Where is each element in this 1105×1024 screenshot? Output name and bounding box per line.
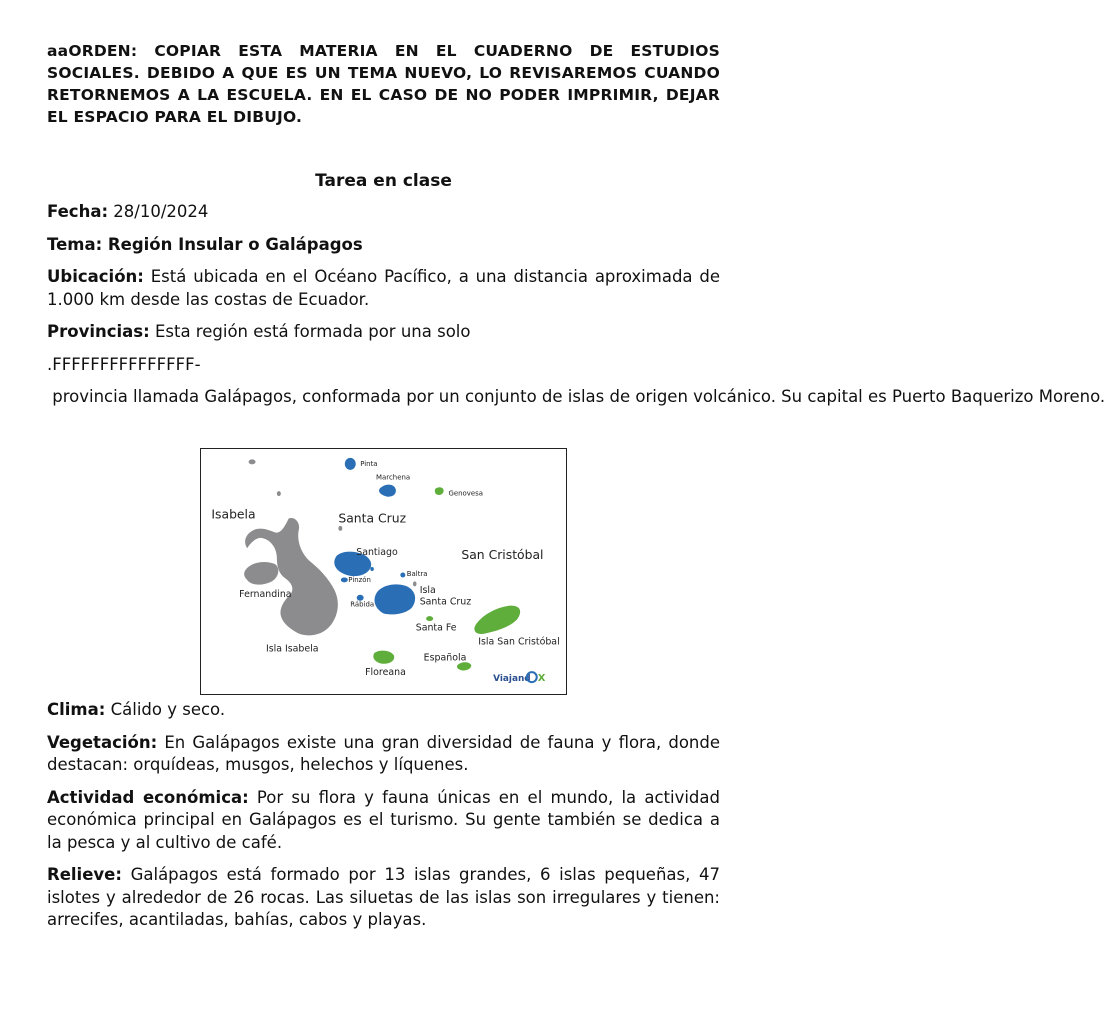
santa-cruz-island-shape <box>375 584 416 614</box>
label-isla-san-cristobal: Isla San Cristóbal <box>478 636 560 648</box>
label-santa-fe: Santa Fe <box>415 622 457 634</box>
islet-roca <box>338 526 342 531</box>
san-cristobal-island-shape <box>474 606 520 634</box>
label-espanola: Española <box>423 652 467 664</box>
ubicacion-text: Está ubicada en el Océano Pacífico, a una distancia aproximada de 1.000 km desde las costas de Ecuador. <box>47 267 720 309</box>
baltra-island-shape <box>400 572 405 577</box>
clima-label: Clima: <box>47 700 106 719</box>
document-body <box>47 40 1105 409</box>
provincias-line <box>47 321 720 344</box>
page-title: Tarea en clase <box>315 171 452 191</box>
santa-fe-island-shape <box>426 616 433 621</box>
actividad-label: Actividad económica: <box>47 787 249 807</box>
label-rabida: Rábida <box>350 600 375 609</box>
islet-wolf <box>249 459 256 464</box>
vegetacion-text: En Galápagos existe una gran diversidad de fauna y flora, donde destacan: orquídeas, musgos, helechos y líquenes. <box>47 732 720 774</box>
label-marchena: Marchena <box>376 473 411 482</box>
galapagos-map <box>200 448 567 695</box>
small-islet-blue <box>370 567 374 571</box>
provincias-label: Provincias: <box>47 322 150 341</box>
label-genovesa: Genovesa <box>448 489 484 498</box>
espanola-island-shape <box>457 662 471 670</box>
provincias-text: Esta región está formada por una solo <box>149 322 471 341</box>
label-isla-santa-cruz-1: Isla <box>419 584 436 596</box>
marchena-island-shape <box>379 485 396 497</box>
label-fernandina: Fernandina <box>239 588 292 600</box>
vegetacion-label: Vegetación: <box>47 732 158 752</box>
actividad-text: Por su flora y fauna únicas en el mundo, la actividad económica principal en Galápagos es el turismo. Su gente también se dedica a la pesca y al cultivo de café. <box>47 787 720 852</box>
ubicacion-paragraph <box>47 266 720 311</box>
label-santa-cruz-region: Santa Cruz <box>338 510 407 526</box>
relieve-label: Relieve: <box>47 865 122 884</box>
clima-text: Cálido y seco. <box>105 700 226 719</box>
tema-label: Tema: Región Insular o Galápagos <box>47 234 363 254</box>
genovesa-island-shape <box>435 487 444 495</box>
fecha-value: 28/10/2024 <box>108 202 209 221</box>
fecha-label: Fecha: <box>47 202 109 221</box>
provincias-continuation-text: provincia llamada Galápagos, conformada por un conjunto de islas de origen volcánico. Su capital es Puerto Baquerizo Moreno. <box>47 387 1105 406</box>
label-isla-isabela: Isla Isabela <box>265 643 319 655</box>
fernandina-island-shape <box>244 562 278 585</box>
instructions-paragraph: aaORDEN: COPIAR ESTA MATERIA EN EL CUADERNO DE ESTUDIOS SOCIALES. DEBIDO A QUE ES UN TEMA NUEVO, LO REVISAREMOS CUANDO RETORNEMOS A LA ESCUELA. EN EL CASO DE NO PODER IMPRIMIR, DEJAR EL ESPACIO PARA EL DIBUJO. <box>47 42 720 126</box>
floreana-island-shape <box>373 651 394 664</box>
clima-line <box>47 699 720 722</box>
islet-darwin <box>277 491 281 496</box>
label-floreana: Floreana <box>365 667 406 679</box>
provincias-junk-line: .FFFFFFFFFFFFFFF- <box>47 354 201 374</box>
actividad-paragraph <box>47 787 720 855</box>
provincias-continuation <box>47 386 1105 409</box>
label-baltra: Baltra <box>406 569 428 578</box>
pinta-island-shape <box>345 458 356 470</box>
label-pinta: Pinta <box>360 459 378 468</box>
pinzon-island-shape <box>341 577 348 582</box>
galapagos-map-svg <box>201 449 566 694</box>
tema-line <box>47 234 720 257</box>
logo-text: Viajand <box>493 674 531 685</box>
fecha-line <box>47 201 720 224</box>
label-pinzon: Pinzón <box>348 575 371 584</box>
logo-mark: X <box>537 673 546 685</box>
plaza-islet <box>413 581 417 586</box>
lower-section <box>47 699 720 932</box>
label-isabela-region: Isabela <box>211 506 256 522</box>
label-san-cristobal-region: San Cristóbal <box>461 547 544 563</box>
relieve-text: Galápagos está formado por 13 islas grandes, 6 islas pequeñas, 47 islotes y alrededor de 26 rocas. Las siluetas de las islas son irregulares y tienen: arrecifes, acantiladas, bahías, cabos y playas. <box>47 865 720 929</box>
vegetacion-paragraph <box>47 732 720 777</box>
ubicacion-label: Ubicación: <box>47 267 144 286</box>
relieve-paragraph <box>47 864 720 932</box>
label-santiago: Santiago <box>356 547 398 559</box>
label-isla-santa-cruz-2: Santa Cruz <box>419 596 472 608</box>
